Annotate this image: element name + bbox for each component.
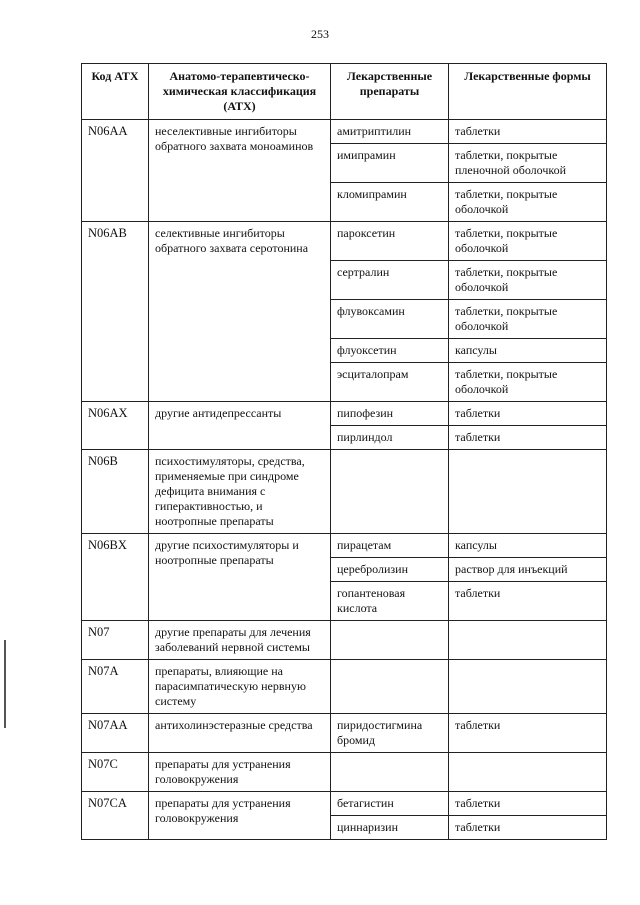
header-code: Код АТХ [82, 64, 149, 120]
atc-classification: препараты для устранения головокружения [149, 792, 331, 840]
dosage-form-empty [449, 660, 607, 714]
header-classification: Анатомо-терапевтическо-химическая классификация (АТХ) [149, 64, 331, 120]
dosage-form-empty [449, 621, 607, 660]
dosage-form: таблетки [449, 402, 607, 426]
table-row [82, 753, 607, 792]
atc-code: N07C [82, 753, 149, 792]
atc-code: N07CA [82, 792, 149, 840]
dosage-form: таблетки [449, 582, 607, 621]
dosage-form: таблетки [449, 792, 607, 816]
drug-name: пирацетам [331, 534, 449, 558]
dosage-form: капсулы [449, 534, 607, 558]
atc-code: N06AB [82, 222, 149, 402]
page-number: 253 [311, 27, 329, 41]
atc-code: N06AX [82, 402, 149, 450]
dosage-form: капсулы [449, 339, 607, 363]
atc-code: N07 [82, 621, 149, 660]
header-drugs: Лекарственные препараты [331, 64, 449, 120]
dosage-form: таблетки [449, 816, 607, 840]
drug-name-empty [331, 753, 449, 792]
header-row [82, 64, 607, 120]
table-row [82, 402, 607, 426]
drug-name-empty [331, 621, 449, 660]
drug-name: кломипрамин [331, 183, 449, 222]
atc-classification: неселективные ингибиторы обратного захвата моноаминов [149, 120, 331, 222]
dosage-form: таблетки, покрытые оболочкой [449, 222, 607, 261]
dosage-form-empty [449, 450, 607, 534]
drug-name: флуоксетин [331, 339, 449, 363]
atc-classification: антихолинэстеразные средства [149, 714, 331, 753]
drug-name: эсциталопрам [331, 363, 449, 402]
drug-name: амитриптилин [331, 120, 449, 144]
table-row [82, 792, 607, 816]
dosage-form: таблетки [449, 120, 607, 144]
table-row [82, 534, 607, 558]
drug-name: сертралин [331, 261, 449, 300]
drug-name: флувоксамин [331, 300, 449, 339]
atc-code: N07A [82, 660, 149, 714]
margin-mark [4, 640, 6, 728]
drug-name: циннаризин [331, 816, 449, 840]
drug-name: бетагистин [331, 792, 449, 816]
dosage-form-empty [449, 753, 607, 792]
atc-table [81, 63, 607, 840]
drug-name: гопантеновая кислота [331, 582, 449, 621]
table-row [82, 660, 607, 714]
drug-name-empty [331, 660, 449, 714]
atc-code: N06B [82, 450, 149, 534]
atc-code: N06AA [82, 120, 149, 222]
dosage-form: таблетки, покрытые оболочкой [449, 261, 607, 300]
dosage-form: таблетки [449, 714, 607, 753]
drug-name: церебролизин [331, 558, 449, 582]
table-row [82, 222, 607, 261]
dosage-form: таблетки [449, 426, 607, 450]
dosage-form: таблетки, покрытые пленочной оболочкой [449, 144, 607, 183]
table-row [82, 450, 607, 534]
dosage-form: таблетки, покрытые оболочкой [449, 363, 607, 402]
table-body [82, 120, 607, 840]
atc-classification: другие препараты для лечения заболеваний нервной системы [149, 621, 331, 660]
header-forms: Лекарственные формы [449, 64, 607, 120]
atc-classification: препараты для устранения головокружения [149, 753, 331, 792]
table-row [82, 120, 607, 144]
atc-code: N06BX [82, 534, 149, 621]
drug-name: пиридостигмина бромид [331, 714, 449, 753]
drug-name: пирлиндол [331, 426, 449, 450]
atc-classification: селективные ингибиторы обратного захвата серотонина [149, 222, 331, 402]
atc-code: N07AA [82, 714, 149, 753]
drug-name: пароксетин [331, 222, 449, 261]
atc-classification: препараты, влияющие на парасимпатическую нервную систему [149, 660, 331, 714]
drug-name-empty [331, 450, 449, 534]
atc-classification: психостимуляторы, средства, применяемые при синдроме дефицита внимания с гиперактивностью, и ноотропные препараты [149, 450, 331, 534]
table-row [82, 621, 607, 660]
drug-name: имипрамин [331, 144, 449, 183]
atc-classification: другие психостимуляторы и ноотропные препараты [149, 534, 331, 621]
dosage-form: раствор для инъекций [449, 558, 607, 582]
table-row [82, 714, 607, 753]
dosage-form: таблетки, покрытые оболочкой [449, 300, 607, 339]
dosage-form: таблетки, покрытые оболочкой [449, 183, 607, 222]
drug-name: пипофезин [331, 402, 449, 426]
atc-classification: другие антидепрессанты [149, 402, 331, 450]
